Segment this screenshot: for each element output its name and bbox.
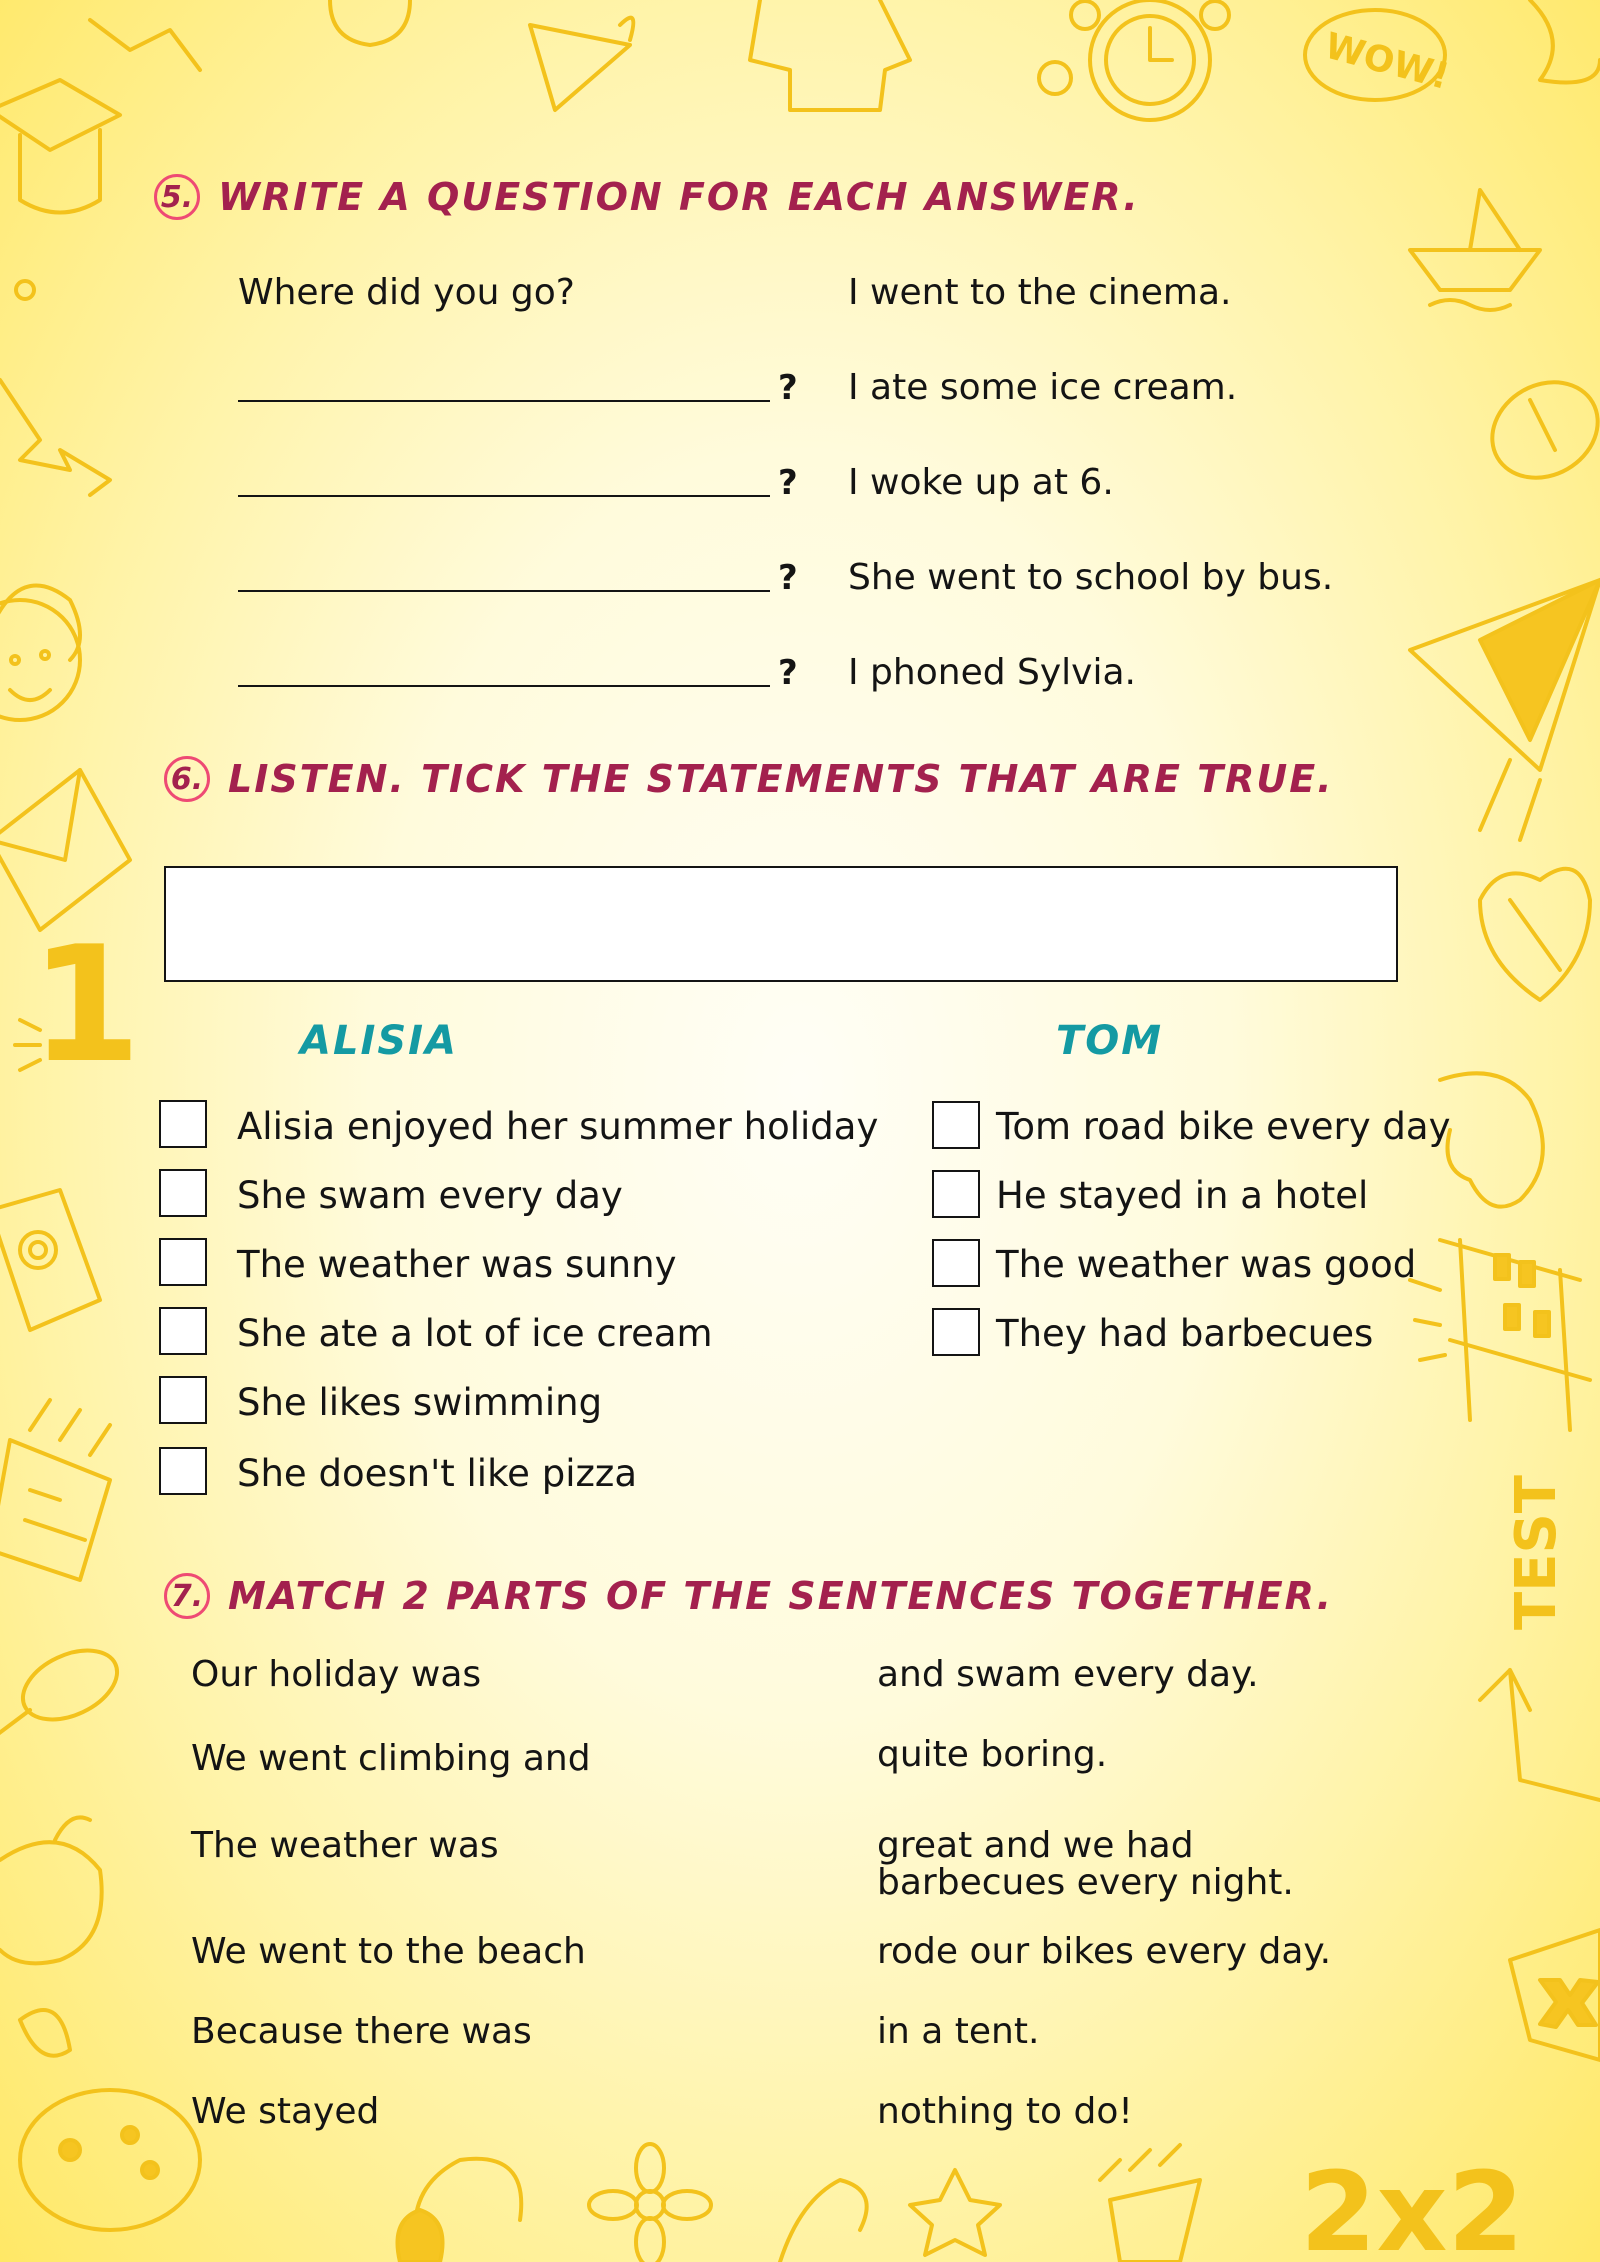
x-box-icon	[1510, 1930, 1600, 2060]
question-mark: ?	[778, 653, 798, 693]
calendar-icon	[0, 1400, 110, 1580]
leaf-icon	[20, 2010, 70, 2056]
zigzag-icon	[90, 20, 200, 70]
game-controller-icon	[20, 2090, 200, 2230]
spoon-icon	[0, 1637, 128, 1740]
drop-icon	[620, 18, 633, 40]
kite-icon	[1100, 2145, 1200, 2262]
smiley-face-icon	[0, 585, 80, 720]
spring-icon	[780, 2180, 867, 2262]
question-blank-line[interactable]	[238, 590, 770, 592]
wow-bubble-icon	[1305, 10, 1453, 100]
question-blank-line[interactable]	[238, 685, 770, 687]
answer-text: I woke up at 6.	[848, 462, 1114, 503]
statement-text: She swam every day	[237, 1174, 623, 1217]
sentence-end: great and we had	[877, 1825, 1194, 1866]
loop-icon	[415, 2159, 521, 2262]
sentence-start: Our holiday was	[191, 1654, 482, 1695]
answer-text: I phoned Sylvia.	[848, 652, 1136, 693]
sentence-end: and swam every day.	[877, 1654, 1259, 1695]
swirl-icon	[1530, 0, 1600, 83]
answer-text: She went to school by bus.	[848, 557, 1334, 598]
tick-checkbox[interactable]	[932, 1239, 980, 1287]
number-shape-icon	[330, 0, 410, 45]
ghost-hand-icon	[1440, 1073, 1543, 1206]
statement-text: They had barbecues	[996, 1312, 1374, 1355]
section-7-header	[164, 1573, 1333, 1619]
answer-text: I went to the cinema.	[848, 272, 1232, 313]
star-icon	[910, 2170, 1000, 2255]
graduation-cap-icon	[0, 80, 120, 213]
section-number-badge: 5.	[154, 174, 200, 220]
question-mark: ?	[778, 558, 798, 598]
sentence-start: The weather was	[191, 1825, 499, 1866]
alisia-column-heading: ALISIA	[300, 1018, 458, 1064]
sentence-start: We stayed	[191, 2091, 380, 2132]
paper-boat-icon	[1410, 190, 1540, 310]
sentence-start: We went to the beach	[191, 1931, 586, 1972]
tick-checkbox[interactable]	[159, 1447, 207, 1495]
arrow-up-icon	[1480, 1670, 1600, 1800]
tick-checkbox[interactable]	[159, 1238, 207, 1286]
svg-text:WOW!: WOW!	[1320, 25, 1454, 98]
abacus-icon	[1440, 1240, 1590, 1430]
envelope-icon	[0, 770, 130, 930]
question-mark: ?	[778, 368, 798, 408]
apple-icon	[0, 1818, 102, 1964]
dash-lines-icon	[1410, 1280, 1445, 1360]
shirt-icon	[750, 0, 910, 110]
tick-checkbox[interactable]	[932, 1308, 980, 1356]
statement-text: She ate a lot of ice cream	[237, 1312, 713, 1355]
sparkle-lines-icon	[15, 1020, 40, 1070]
test-text-icon: TEST	[1504, 1475, 1569, 1630]
statement-text: She doesn't like pizza	[237, 1452, 637, 1495]
answer-text: I ate some ice cream.	[848, 367, 1238, 408]
section-title: MATCH 2 PARTS OF THE SENTENCES TOGETHER.	[228, 1574, 1334, 1618]
sentence-end: nothing to do!	[877, 2091, 1133, 2132]
sentence-start: We went climbing and	[191, 1738, 591, 1779]
sentence-end: rode our bikes every day.	[877, 1931, 1332, 1972]
math-two-times-two-icon: 2x2	[1300, 2148, 1525, 2262]
tick-checkbox[interactable]	[159, 1169, 207, 1217]
answer-text-box[interactable]	[164, 866, 1398, 982]
heart-icon	[398, 2210, 443, 2262]
at-sign-card-icon	[0, 1190, 100, 1330]
tick-checkbox[interactable]	[932, 1101, 980, 1149]
tick-checkbox[interactable]	[159, 1100, 207, 1148]
lightning-icon	[0, 380, 110, 495]
sentence-end: in a tent.	[877, 2011, 1040, 2052]
example-question: Where did you go?	[238, 272, 575, 313]
statement-text: Alisia enjoyed her summer holiday	[237, 1105, 879, 1148]
question-blank-line[interactable]	[238, 400, 770, 402]
tick-checkbox[interactable]	[159, 1307, 207, 1355]
number-one-icon: 1	[30, 911, 142, 1098]
sentence-end: quite boring.	[877, 1734, 1108, 1775]
statement-text: He stayed in a hotel	[996, 1174, 1369, 1217]
statement-text: She likes swimming	[237, 1381, 603, 1424]
flower-icon	[589, 2144, 711, 2262]
statement-text: Tom road bike every day	[996, 1105, 1451, 1148]
question-blank-line[interactable]	[238, 495, 770, 497]
section-title: WRITE A QUESTION FOR EACH ANSWER.	[218, 175, 1140, 219]
section-5-header	[154, 174, 1140, 220]
paper-plane-icon	[1410, 580, 1600, 840]
section-number-badge: 7.	[164, 1573, 210, 1619]
mouse-icon	[1475, 364, 1600, 497]
statement-text: The weather was good	[996, 1243, 1417, 1286]
section-number-badge: 6.	[164, 756, 210, 802]
tick-checkbox[interactable]	[159, 1376, 207, 1424]
alarm-clock-icon	[1039, 0, 1229, 120]
tom-column-heading: TOM	[1056, 1018, 1164, 1064]
triangle-icon	[530, 25, 630, 110]
leaf-heart-icon	[1480, 869, 1590, 1000]
section-6-header	[164, 756, 1334, 802]
sentence-end: barbecues every night.	[877, 1862, 1294, 1903]
question-mark: ?	[778, 463, 798, 503]
statement-text: The weather was sunny	[237, 1243, 677, 1286]
section-title: LISTEN. TICK THE STATEMENTS THAT ARE TRUE.	[228, 757, 1334, 801]
tick-checkbox[interactable]	[932, 1170, 980, 1218]
sentence-start: Because there was	[191, 2011, 532, 2052]
dot-icon	[16, 281, 34, 299]
